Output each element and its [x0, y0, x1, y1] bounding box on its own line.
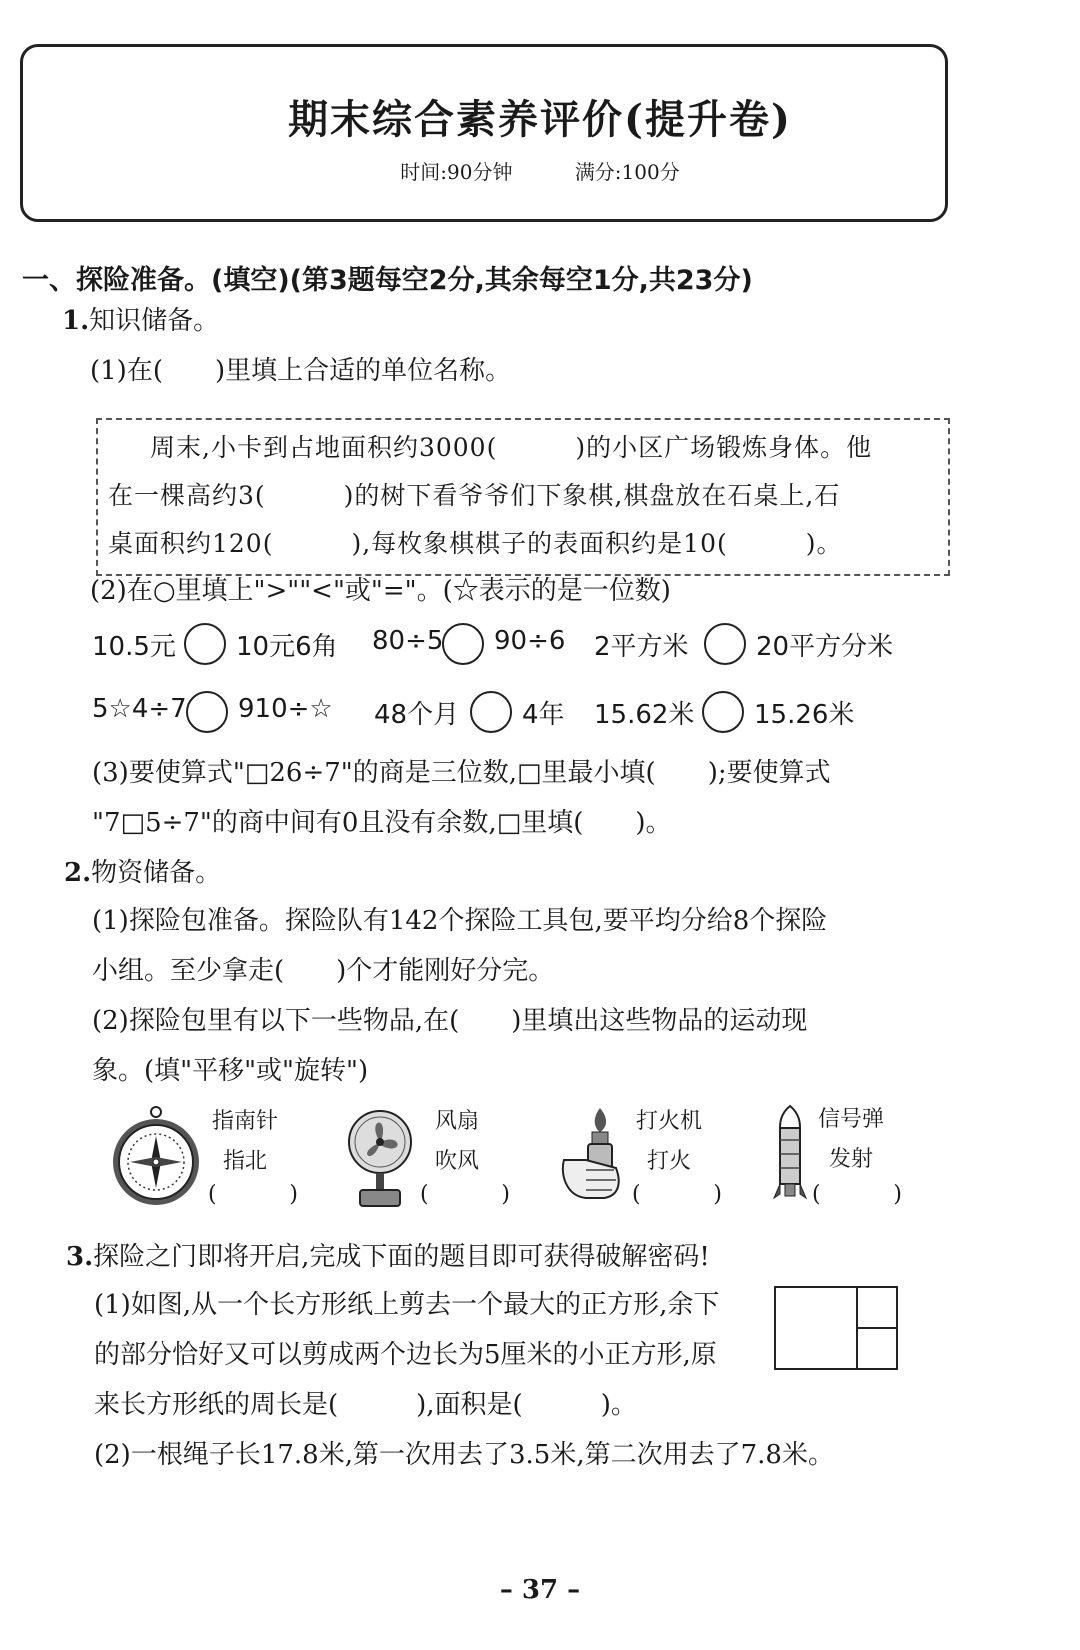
compare-left: 15.62米 — [594, 700, 695, 730]
answer-circle[interactable] — [470, 691, 512, 733]
compare-right: 910÷☆ — [238, 694, 333, 724]
question-3-title: 探险之门即将开启,完成下面的题目即可获得破解密码! — [93, 1242, 710, 1272]
item-action: 打火 — [646, 1149, 691, 1174]
item-name: 打火机 — [635, 1109, 702, 1134]
question-1-part-3-line-2: "7□5÷7"的商中间有0且没有余数,□里填( )。 — [92, 808, 672, 838]
story-line-3: 桌面积约120( ),每枚象棋棋子的表面积约是10( )。 — [108, 529, 843, 558]
question-3-heading — [66, 1236, 710, 1273]
item-action: 指北 — [222, 1149, 267, 1174]
compare-left: 2平方米 — [594, 632, 689, 662]
question-2-title: 物资储备。 — [91, 858, 222, 888]
question-2-part-2-line-1: (2)探险包里有以下一些物品,在( )里填出这些物品的运动现 — [92, 1006, 808, 1036]
compare-right: 90÷6 — [494, 626, 566, 656]
question-1-title: 知识储备。 — [89, 306, 220, 336]
question-2-part-1-line-1: (1)探险包准备。探险队有142个探险工具包,要平均分给8个探险 — [92, 906, 828, 936]
answer-blank[interactable] — [632, 1182, 722, 1207]
question-3-part-1-line-2: 的部分恰好又可以剪成两个边长为5厘米的小正方形,原 — [94, 1340, 717, 1370]
exam-info — [0, 156, 1080, 185]
answer-circle[interactable] — [186, 691, 228, 733]
answer-circle[interactable] — [442, 623, 484, 665]
paren-open: ( — [208, 1182, 217, 1207]
answer-circle[interactable] — [702, 691, 744, 733]
compare-right: 15.26米 — [754, 700, 855, 730]
exam-time: 时间:90分钟 — [400, 160, 513, 184]
answer-blank[interactable] — [420, 1182, 510, 1207]
question-3-number: 3. — [66, 1242, 94, 1272]
paren-open: ( — [632, 1182, 641, 1207]
item-name: 指南针 — [211, 1109, 278, 1134]
compare-left: 80÷5 — [372, 626, 444, 656]
compare-right: 10元6角 — [236, 632, 338, 662]
answer-circle[interactable] — [704, 623, 746, 665]
question-1-part-2: (2)在○里填上">""<"或"="。(☆表示的是一位数) — [90, 576, 671, 606]
question-1-heading — [62, 300, 219, 337]
question-2-part-1-line-2: 小组。至少拿走( )个才能刚好分完。 — [92, 956, 555, 986]
question-2-heading — [64, 852, 221, 889]
item-action: 发射 — [828, 1147, 873, 1172]
compass-icon — [110, 1106, 202, 1210]
paren-open: ( — [812, 1182, 821, 1207]
question-2-part-2-line-2: 象。(填"平移"或"旋转") — [92, 1056, 369, 1086]
exam-score: 满分:100分 — [574, 160, 680, 184]
paren-close: ) — [893, 1182, 902, 1207]
item-action: 吹风 — [434, 1149, 479, 1174]
page-number: – 37 – — [499, 1575, 581, 1605]
figure-divider-horizontal — [856, 1327, 898, 1329]
compare-right: 20平方分米 — [756, 632, 894, 662]
story-line-1: 周末,小卡到占地面积约3000( )的小区广场锻炼身体。他 — [150, 433, 873, 462]
section-title: 一、探险准备。(填空)(第3题每空2分,其余每空1分,共23分) — [22, 265, 753, 296]
compare-right: 4年 — [522, 700, 565, 730]
question-3-part-1-line-1: (1)如图,从一个长方形纸上剪去一个最大的正方形,余下 — [94, 1290, 720, 1320]
compare-left: 10.5元 — [92, 632, 176, 662]
question-3-part-1-line-3: 来长方形纸的周长是( ),面积是( )。 — [94, 1390, 637, 1420]
question-3-part-2-line-1: (2)一根绳子长17.8米,第一次用去了3.5米,第二次用去了7.8米。 — [94, 1440, 834, 1470]
item-name: 信号弹 — [817, 1107, 884, 1132]
item-name: 风扇 — [434, 1109, 479, 1134]
answer-blank[interactable] — [812, 1182, 902, 1207]
question-1-part-3-line-1: (3)要使算式"□26÷7"的商是三位数,□里最小填( );要使算式 — [92, 758, 831, 788]
paren-close: ) — [289, 1182, 298, 1207]
question-1-number: 1. — [62, 306, 90, 336]
paren-open: ( — [420, 1182, 429, 1207]
story-line-2: 在一棵高约3( )的树下看爷爷们下象棋,棋盘放在石桌上,石 — [108, 481, 841, 510]
answer-blank[interactable] — [208, 1182, 298, 1207]
question-1-part-1: (1)在( )里填上合适的单位名称。 — [90, 356, 512, 386]
paren-close: ) — [713, 1182, 722, 1207]
paren-close: ) — [501, 1182, 510, 1207]
compare-left: 5☆4÷7 — [92, 694, 187, 724]
answer-circle[interactable] — [184, 623, 226, 665]
page-title: 期末综合素养评价(提升卷) — [288, 96, 792, 143]
compare-left: 48个月 — [374, 700, 460, 730]
question-2-number: 2. — [64, 858, 92, 888]
